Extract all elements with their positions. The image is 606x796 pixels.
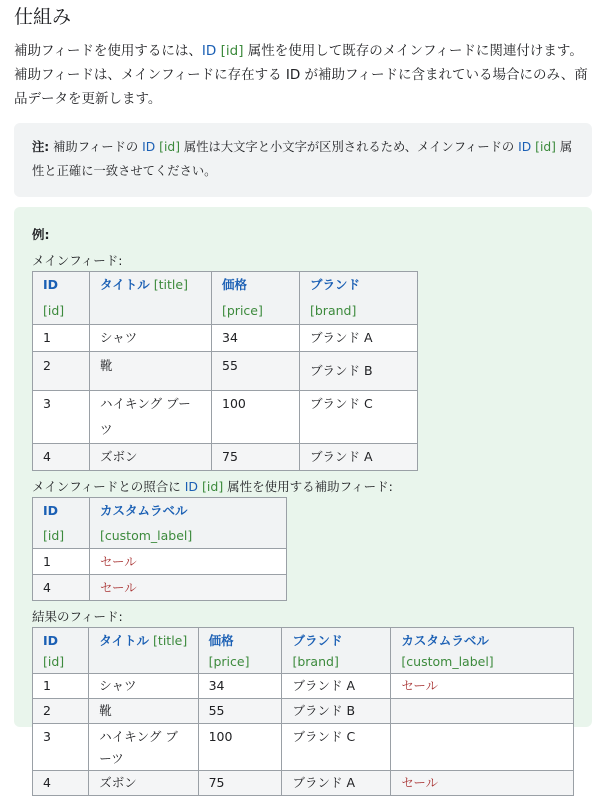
intro-text-post: 属性を使用して既存のメインフィードに関連付けます。補助フィードは、メインフィードに存在する ID が補助フィードに含まれている場合にのみ、商品データを更新します。 — [14, 43, 588, 107]
table-row — [33, 325, 418, 352]
note-label: 注: — [32, 140, 50, 154]
note-id-attr-2: [id] — [535, 140, 556, 154]
cell-id: 1 — [33, 549, 90, 575]
note-id-attr: [id] — [159, 140, 180, 154]
result-feed-table — [32, 627, 574, 796]
supplemental-feed-caption: メインフィードとの照合に ID [id] 属性を使用する補助フィード: — [32, 479, 393, 494]
intro-text-pre: 補助フィードを使用するには、 — [14, 43, 202, 59]
note-text-post: 属性と正確に一致させてください。 — [32, 140, 573, 178]
cell-custom-label: セール — [90, 549, 287, 575]
cell-brand: ブランド A — [300, 325, 418, 352]
cell-brand: ブランド A — [300, 444, 418, 471]
cell-brand: ブランド A — [282, 771, 391, 796]
cell-title: ハイキング ブーツ — [89, 724, 198, 771]
cell-price: 34 — [198, 674, 282, 699]
cell-price: 100 — [212, 391, 300, 444]
cell-brand: ブランド B — [282, 699, 391, 724]
cell-id: 1 — [33, 674, 89, 699]
cell-price: 75 — [212, 444, 300, 471]
col-header-title: タイトル [title] — [89, 628, 198, 674]
cell-title: ズボン — [90, 444, 212, 471]
section-heading: 仕組み — [14, 6, 72, 28]
cell-title: 靴 — [90, 352, 212, 391]
cell-id: 3 — [33, 391, 90, 444]
table-row — [33, 352, 418, 391]
table-row — [33, 444, 418, 471]
note-text-pre: 補助フィードの — [49, 140, 143, 154]
col-header-brand: ブランド [brand] — [282, 628, 391, 674]
note-id-label: ID — [142, 140, 156, 154]
table-row — [33, 699, 574, 724]
table-header-row — [33, 272, 418, 325]
table-row — [33, 575, 287, 601]
cell-title: ハイキング ブーツ — [90, 391, 212, 444]
cell-title: シャツ — [90, 325, 212, 352]
cell-brand: ブランド B — [300, 352, 418, 391]
table-row — [33, 771, 574, 796]
intro-id-label: ID — [201, 43, 217, 59]
col-header-price: 価格 [price] — [212, 272, 300, 325]
col-header-title: タイトル [title] — [90, 272, 212, 325]
cell-id: 4 — [33, 771, 89, 796]
main-feed-caption: メインフィード: — [32, 253, 123, 268]
col-header-id: ID [id] — [33, 272, 90, 325]
supplemental-feed-table — [32, 497, 287, 601]
cell-price: 100 — [198, 724, 282, 771]
example-title: 例: — [32, 227, 50, 242]
table-header-row — [33, 498, 287, 549]
intro-paragraph — [14, 39, 592, 111]
cell-custom-label — [391, 699, 574, 724]
cell-title: ズボン — [89, 771, 198, 796]
table-row — [33, 724, 574, 771]
col-header-price: 価格 [price] — [198, 628, 282, 674]
table-row — [33, 674, 574, 699]
col-header-id: ID [id] — [33, 628, 89, 674]
note-text-mid: 属性は大文字と小文字が区別されるため、メインフィードの — [180, 140, 519, 154]
col-header-id: ID [id] — [33, 498, 90, 549]
cell-brand: ブランド C — [282, 724, 391, 771]
cell-custom-label: セール — [391, 674, 574, 699]
example-box — [14, 207, 592, 790]
cell-price: 75 — [198, 771, 282, 796]
cell-custom-label — [391, 724, 574, 771]
note-id-label-2: ID — [518, 140, 532, 154]
table-header-row — [33, 628, 574, 674]
cell-title: シャツ — [89, 674, 198, 699]
cell-price: 55 — [212, 352, 300, 391]
intro-id-attr: [id] — [220, 43, 244, 59]
cell-title: 靴 — [89, 699, 198, 724]
cell-brand: ブランド A — [282, 674, 391, 699]
cell-price: 55 — [198, 699, 282, 724]
col-header-custom-label: カスタムラベル [custom_label] — [391, 628, 574, 674]
cell-id: 4 — [33, 444, 90, 471]
col-header-custom-label: カスタムラベル [custom_label] — [90, 498, 287, 549]
cell-custom-label: セール — [90, 575, 287, 601]
cell-id: 3 — [33, 724, 89, 771]
cell-id: 2 — [33, 699, 89, 724]
cell-custom-label: セール — [391, 771, 574, 796]
main-feed-table — [32, 271, 418, 471]
table-row — [33, 549, 287, 575]
col-header-brand: ブランド [brand] — [300, 272, 418, 325]
note-box — [14, 123, 592, 197]
cell-id: 2 — [33, 352, 90, 391]
cell-brand: ブランド C — [300, 391, 418, 444]
result-feed-caption: 結果のフィード: — [32, 609, 123, 624]
cell-id: 4 — [33, 575, 90, 601]
table-row — [33, 391, 418, 444]
cell-price: 34 — [212, 325, 300, 352]
cell-id: 1 — [33, 325, 90, 352]
